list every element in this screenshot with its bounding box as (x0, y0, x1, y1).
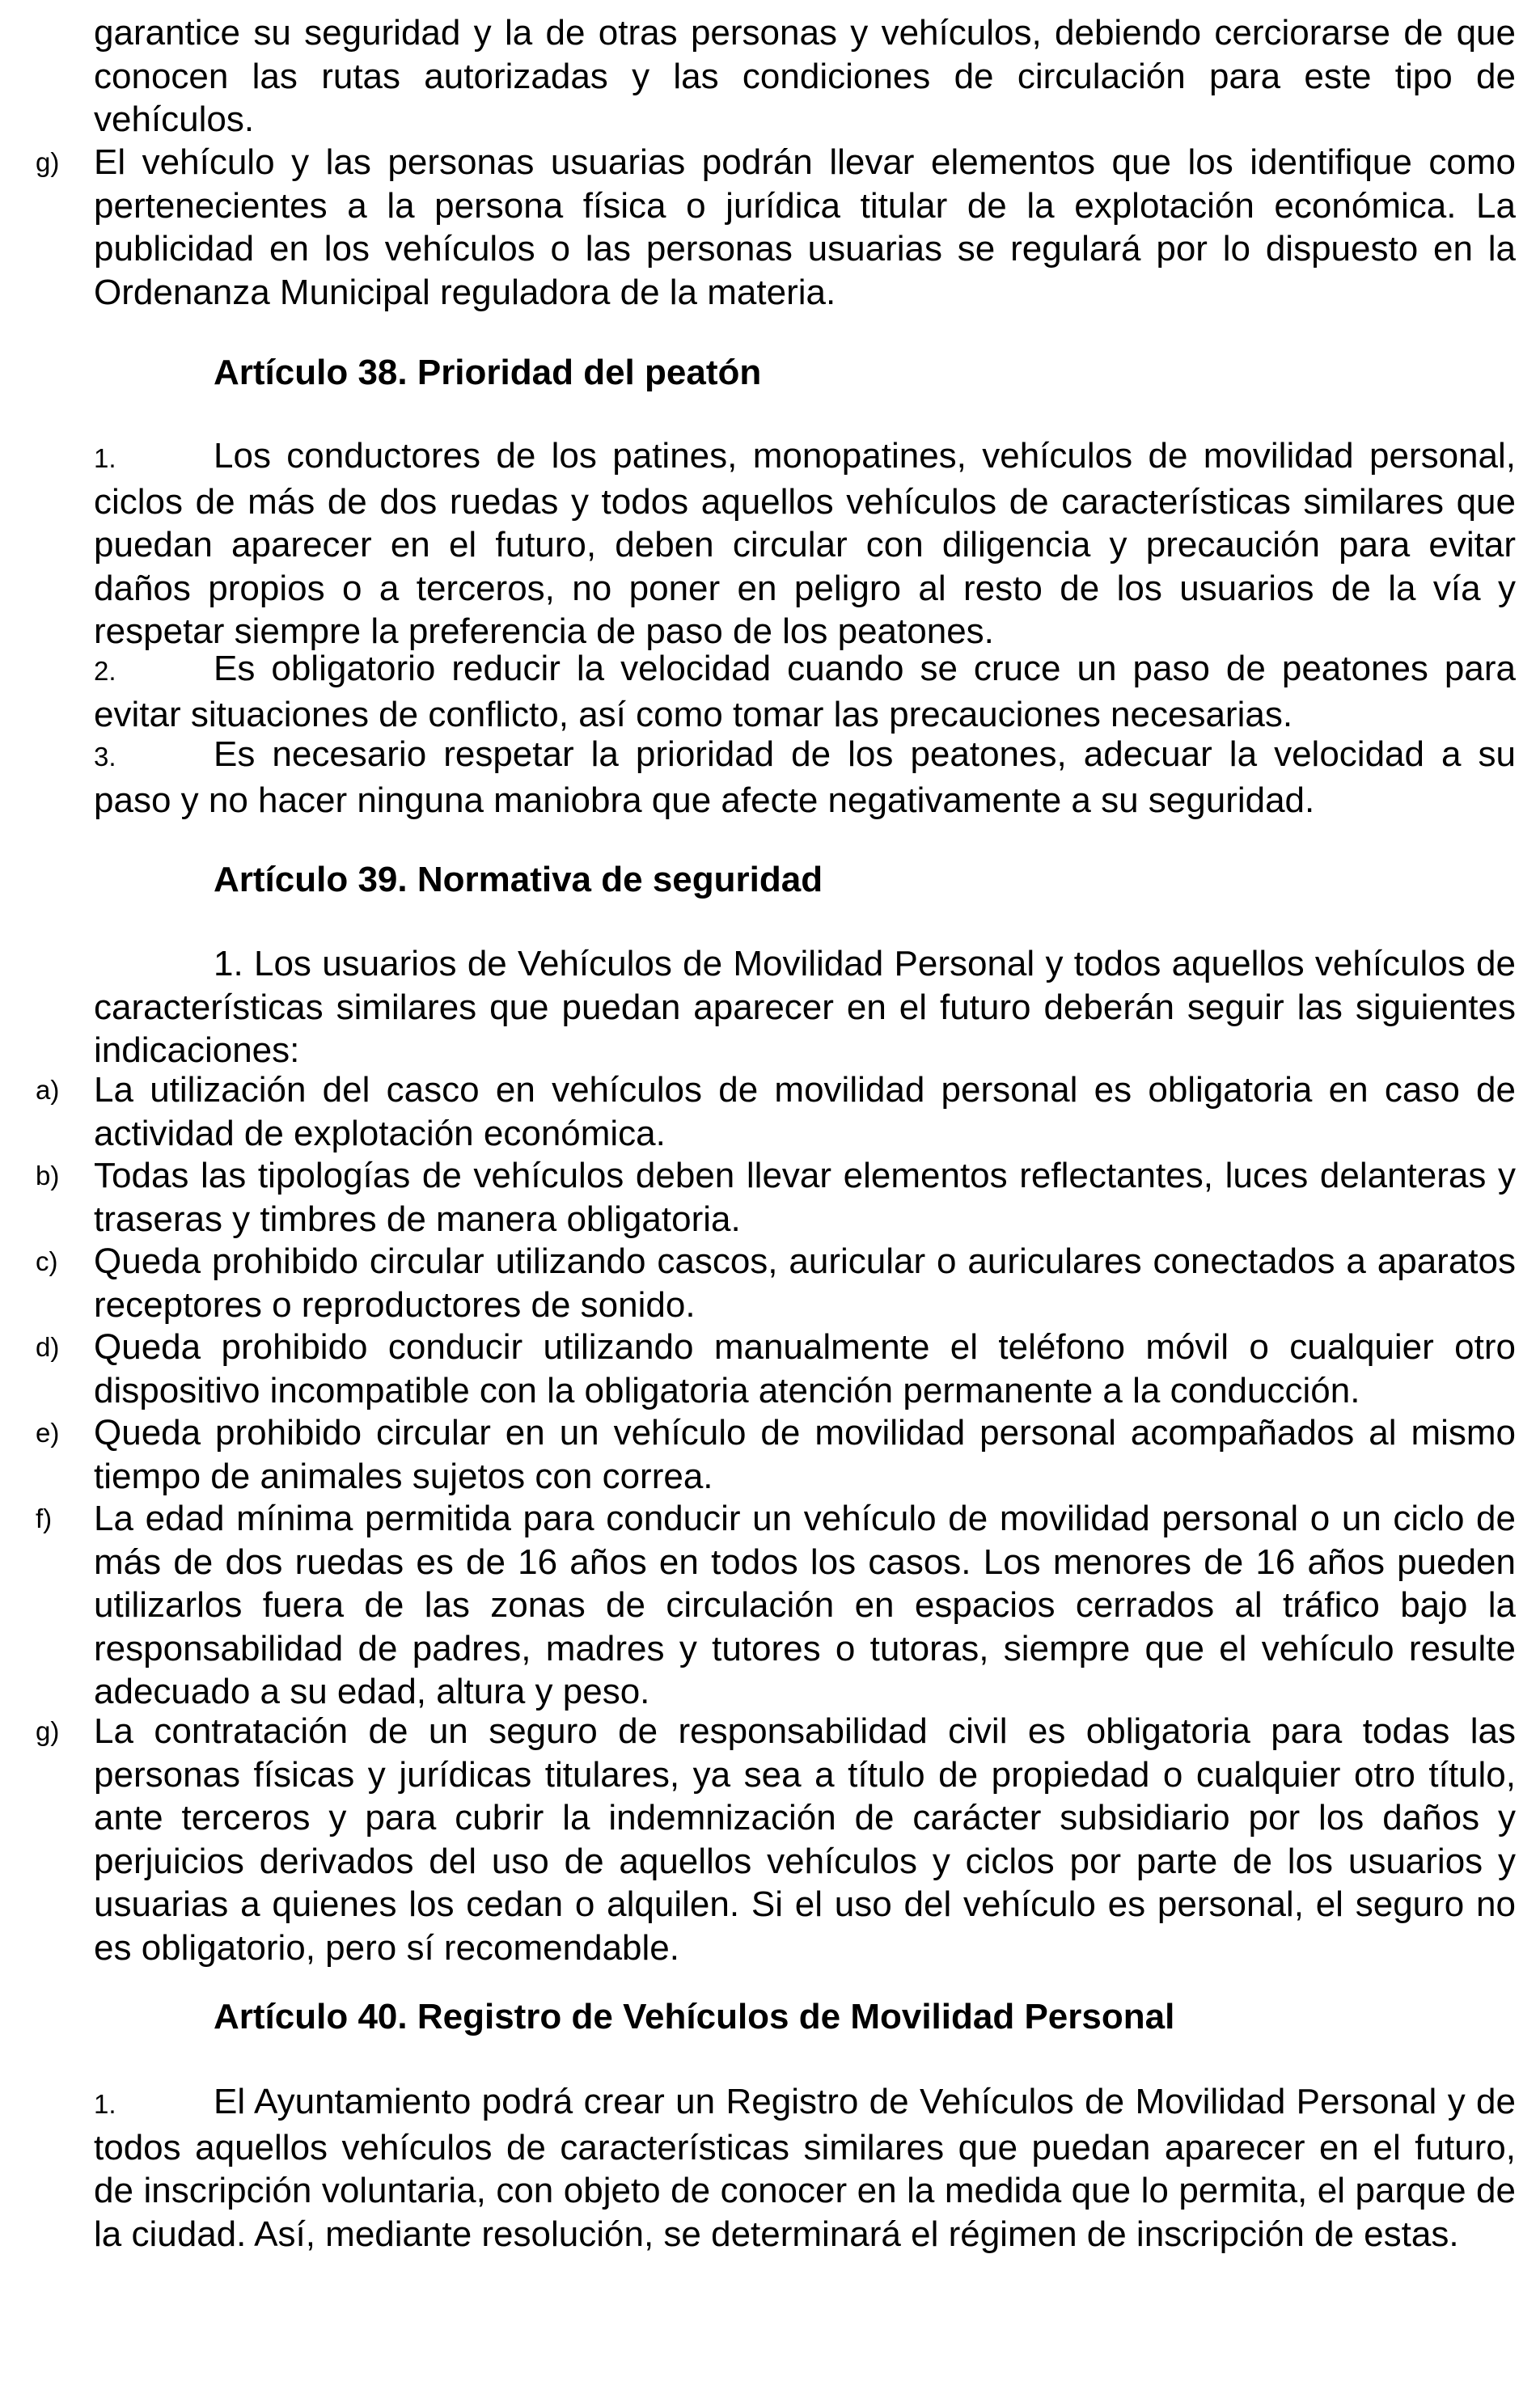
intro-item-g-text: El vehículo y las personas usuarias podrán llevar elementos que los identifique como pertenecientes a la persona física o jurídica titular de la explotación económica. La publicidad en los vehículos o las personas usuarias se regulará por lo dispuesto en la Ordenanza Municipal reguladora de la materia. (94, 142, 1516, 312)
art39-item-d (94, 1326, 1516, 1412)
art38-item-3-number: 3. (94, 742, 116, 772)
art39-item-e (94, 1411, 1516, 1498)
art38-item-1 (94, 434, 1516, 653)
art39-item-c (94, 1240, 1516, 1326)
article-38-title: Artículo 38. Prioridad del peatón (214, 353, 762, 392)
art40-item-1-text: El Ayuntamiento podrá crear un Registro de Vehículos de Movilidad Personal y de todos aquellos vehículos de características similares que puedan aparecer en el futuro, de inscripción voluntaria, con objeto de conocer en la medida que lo permita, el parque de la ciudad. Así, mediante resolución, se determinará el régimen de inscripción de estas. (94, 2082, 1516, 2254)
art39-marker-f: f) (36, 1503, 53, 1533)
art39-marker-e: e) (36, 1418, 60, 1448)
art39-item-a-text: La utilización del casco en vehículos de movilidad personal es obligatoria en caso de actividad de explotación económica. (94, 1070, 1516, 1153)
intro-continuation-text: garantice su seguridad y la de otras personas y vehículos, debiendo cerciorarse de que conocen las rutas autorizadas y las condiciones de circulación para este tipo de vehículos. (94, 13, 1516, 139)
intro-item-g (94, 141, 1516, 314)
art38-item-3 (94, 733, 1516, 822)
art38-item-3-text: Es necesario respetar la prioridad de los peatones, adecuar la velocidad a su paso y no hacer ninguna maniobra que afecte negativamente a su seguridad. (94, 734, 1516, 820)
art39-item-d-text: Queda prohibido conducir utilizando manualmente el teléfono móvil o cualquier otro dispositivo incompatible con la obligatoria atención permanente a la conducción. (94, 1327, 1516, 1410)
art39-item-e-text: Queda prohibido circular en un vehículo de movilidad personal acompañados al mismo tiempo de animales sujetos con correa. (94, 1413, 1516, 1496)
art39-marker-g: g) (36, 1716, 60, 1746)
art38-item-1-number: 1. (94, 443, 116, 473)
art38-item-2-number: 2. (94, 656, 116, 686)
art38-item-2-text: Es obligatorio reducir la velocidad cuando se cruce un paso de peatones para evitar situaciones de conflicto, así como tomar las precauciones necesarias. (94, 649, 1516, 734)
art40-item-1 (94, 2080, 1516, 2256)
art39-intro-text: 1. Los usuarios de Vehículos de Movilidad Personal y todos aquellos vehículos de características similares que puedan aparecer en el futuro deberán seguir las siguientes indicaciones: (94, 944, 1516, 1070)
article-40-title: Artículo 40. Registro de Vehículos de Movilidad Personal (214, 1997, 1175, 2036)
art38-item-2 (94, 647, 1516, 736)
art38-item-1-text: Los conductores de los patines, monopatines, vehículos de movilidad personal, ciclos de más de dos ruedas y todos aquellos vehículos de características similares que puedan aparecer en el futuro, deben circular con diligencia y precaución para evitar daños propios o a terceros, no poner en peligro al resto de los usuarios de la vía y respetar siempre la preferencia de paso de los peatones. (94, 436, 1516, 651)
art39-item-g (94, 1710, 1516, 1969)
art39-item-f-text: La edad mínima permitida para conducir un vehículo de movilidad personal o un ciclo de más de dos ruedas es de 16 años en todos los casos. Los menores de 16 años pueden utilizarlos fuera de las zonas de circulación en espacios cerrados al tráfico bajo la responsabilidad de padres, madres y tutores o tutoras, siempre que el vehículo resulte adecuado a su edad, altura y peso. (94, 1499, 1516, 1711)
intro-continuation (94, 11, 1516, 142)
art39-marker-a: a) (36, 1075, 60, 1105)
art39-marker-b: b) (36, 1161, 60, 1190)
art39-intro (94, 942, 1516, 1072)
art39-item-c-text: Queda prohibido circular utilizando cascos, auricular o auriculares conectados a aparatos receptores o reproductores de sonido. (94, 1241, 1516, 1325)
art39-item-f (94, 1497, 1516, 1714)
art39-item-a (94, 1068, 1516, 1155)
art39-marker-d: d) (36, 1332, 60, 1362)
art39-item-g-text: La contratación de un seguro de responsabilidad civil es obligatoria para todas las personas físicas y jurídicas titulares, ya sea a título de propiedad o cualquier otro título, ante terceros y para cubrir la indemnización de carácter subsidiario por los daños y perjuicios derivados del uso de aquellos vehículos y ciclos por parte de los usuarios y usuarias a quienes los cedan o alquilen. Si el uso del vehículo es personal, el seguro no es obligatorio, pero sí recomendable. (94, 1711, 1516, 1968)
art40-item-1-number: 1. (94, 2089, 116, 2119)
item-marker-g-prev: g) (36, 147, 60, 177)
art39-item-b (94, 1154, 1516, 1241)
art39-marker-c: c) (36, 1246, 58, 1276)
art39-item-b-text: Todas las tipologías de vehículos deben llevar elementos reflectantes, luces delanteras y traseras y timbres de manera obligatoria. (94, 1156, 1516, 1239)
article-39-title: Artículo 39. Normativa de seguridad (214, 860, 823, 899)
